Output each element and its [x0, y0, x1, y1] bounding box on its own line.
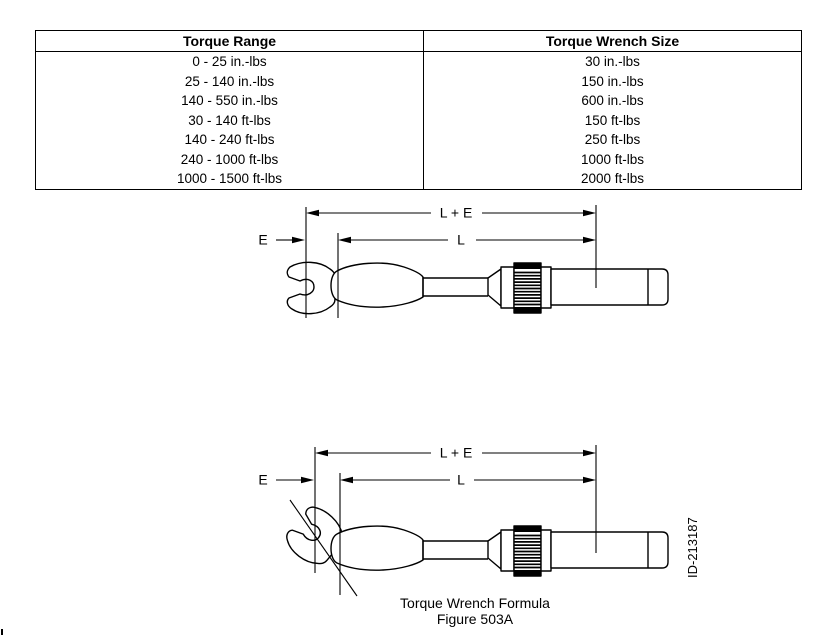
torque-wrench-diagram-straight [252, 196, 682, 346]
torque-table-container [35, 30, 799, 190]
figure-caption [275, 595, 675, 627]
table-header-row [36, 31, 802, 52]
table-row [36, 169, 802, 189]
wrench-body [331, 263, 668, 313]
cell-range: 30 - 140 ft-lbs [36, 111, 424, 131]
page-edge-artifact [1, 629, 3, 635]
arrowhead-left [340, 477, 353, 484]
header-torque-range: Torque Range [36, 31, 424, 52]
cell-size: 600 in.-lbs [581, 93, 644, 108]
table-row [36, 52, 802, 72]
wrench-body [331, 526, 668, 576]
label-e: E [258, 471, 268, 488]
arrowhead-left [315, 450, 328, 457]
table-row [36, 130, 802, 150]
arrowhead-left [306, 210, 319, 217]
header-torque-wrench-size: Torque Wrench Size [424, 31, 802, 52]
label-l: L [457, 471, 465, 488]
cell-size: 2000 ft-lbs [580, 171, 645, 186]
arrowhead-right [583, 210, 596, 217]
table-row [36, 150, 802, 170]
table-row [36, 111, 802, 131]
cell-size: 30 in.-lbs [585, 54, 640, 69]
cell-size: 1000 ft-lbs [580, 151, 645, 167]
cell-size: 150 in.-lbs [581, 73, 644, 89]
cell-size: 150 ft-lbs [584, 112, 641, 128]
cell-range: 140 - 240 ft-lbs [36, 130, 424, 150]
cell-range: 140 - 550 in.-lbs [36, 91, 424, 111]
arrowhead-left [338, 237, 351, 244]
cell-range: 0 - 25 in.-lbs [36, 52, 424, 72]
label-l: L [457, 231, 465, 248]
arrowhead-right [583, 450, 596, 457]
torque-table [35, 30, 802, 190]
table-row [36, 91, 802, 111]
arrowhead-e [292, 237, 305, 244]
wrench-head [287, 262, 335, 313]
figure-id-label: ID-213187 [685, 517, 700, 578]
cell-range: 1000 - 1500 ft-lbs [36, 169, 424, 189]
label-l-plus-e: L + E [439, 444, 473, 461]
arrowhead-e [301, 477, 314, 484]
arrowhead-right [583, 237, 596, 244]
label-l-plus-e: L + E [439, 204, 473, 221]
cell-range: 25 - 140 in.-lbs [36, 72, 424, 92]
cell-size: 250 ft-lbs [584, 132, 641, 147]
table-row [36, 72, 802, 92]
figure-number: Figure 503A [436, 611, 514, 627]
arrowhead-right [583, 477, 596, 484]
cell-range: 240 - 1000 ft-lbs [36, 150, 424, 170]
label-e: E [258, 231, 268, 248]
torque-wrench-diagram-angled [252, 433, 712, 605]
figure-title: Torque Wrench Formula [400, 595, 550, 611]
